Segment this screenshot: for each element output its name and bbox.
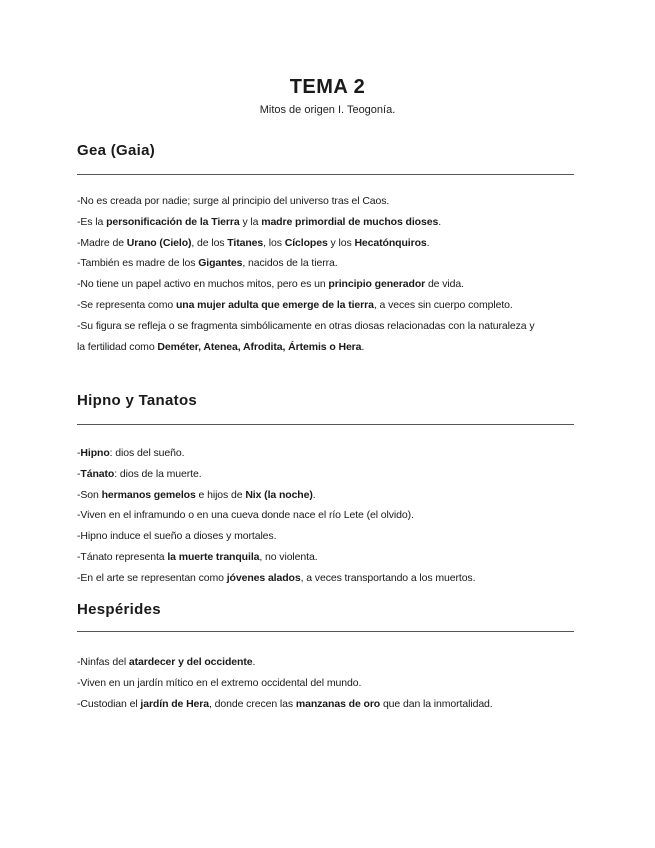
text-run: -Es la	[77, 215, 107, 228]
text-line	[77, 212, 577, 233]
text-line	[77, 505, 577, 526]
bold-text-run: jardín de Hera	[140, 697, 210, 710]
text-run: -En el arte se representan como	[77, 571, 227, 584]
text-run: , a veces transportando a los muertos.	[300, 571, 476, 584]
bold-text-run: atardecer y del occidente	[128, 656, 253, 668]
text-run: .	[361, 340, 365, 353]
text-run: : dios del sueño.	[109, 447, 185, 459]
section-heading-gea: Gea (Gaia)	[77, 142, 156, 159]
text-line	[77, 464, 577, 485]
text-run: -También es madre de los	[77, 257, 199, 270]
text-run: -Madre de	[77, 236, 127, 249]
bold-text-run: principio generador	[328, 278, 426, 291]
bold-text-run: madre primordial de muchos dioses	[261, 215, 439, 228]
text-run: -	[77, 467, 81, 480]
bold-text-run: Gigantes	[198, 257, 243, 270]
text-run: -No es creada por nadie; surge al principio del universo tras el Caos.	[77, 195, 390, 207]
text-line	[77, 568, 577, 589]
section-divider	[77, 424, 574, 425]
text-line	[77, 443, 577, 464]
section-divider	[77, 631, 574, 632]
text-line	[77, 547, 577, 568]
text-line	[77, 694, 577, 715]
text-line	[77, 253, 577, 274]
text-run: -Viven en el inframundo o en una cueva donde nace el río Lete (el olvido).	[77, 509, 414, 522]
text-run: -Son	[77, 488, 102, 501]
text-run: , de los	[191, 236, 228, 249]
bold-text-run: Hipno	[80, 447, 110, 459]
bold-text-run: Nix (la noche)	[245, 488, 313, 501]
text-run: -Su figura se refleja o se fragmenta simbólicamente en otras diosas relacionadas con la naturaleza y	[77, 319, 535, 332]
text-run: -Custodian el	[77, 697, 141, 710]
text-run: -	[77, 447, 81, 459]
text-run: y los	[327, 236, 355, 249]
text-line	[77, 652, 577, 673]
bold-text-run: Tánato	[80, 467, 115, 480]
bold-text-run: jóvenes alados	[226, 571, 301, 584]
text-line	[77, 485, 577, 506]
text-run: la fertilidad como	[77, 340, 158, 353]
text-run: -Se representa como	[77, 298, 176, 311]
text-line	[77, 191, 577, 212]
text-line	[77, 316, 577, 337]
text-run: de vida.	[425, 278, 464, 291]
bold-text-run: manzanas de oro	[295, 697, 381, 710]
section-heading-hipno-tanatos: Hipno y Tanatos	[77, 392, 198, 409]
bold-text-run: la muerte tranquila	[167, 550, 260, 563]
text-run: y la	[239, 215, 262, 228]
section-body-hesperides	[77, 652, 577, 714]
section-heading-hesperides: Hespérides	[77, 601, 161, 618]
text-run: , nacidos de la tierra.	[242, 257, 338, 270]
text-line	[77, 295, 577, 316]
text-run: , no violenta.	[259, 550, 318, 563]
section-divider	[77, 174, 574, 175]
bold-text-run: Cíclopes	[284, 236, 328, 249]
text-line	[77, 337, 577, 358]
text-run: .	[312, 488, 316, 501]
text-run: -Ninfas del	[77, 656, 129, 668]
bold-text-run: personificación de la Tierra	[106, 215, 240, 228]
text-run: .	[438, 215, 442, 228]
bold-text-run: Deméter, Atenea, Afrodita, Ártemis o Hera	[157, 340, 362, 353]
text-run: .	[426, 236, 430, 249]
bold-text-run: hermanos gemelos	[101, 488, 196, 501]
text-run: , donde crecen las	[209, 697, 296, 710]
bold-text-run: una mujer adulta que emerge de la tierra	[175, 298, 374, 311]
text-run: : dios de la muerte.	[114, 467, 202, 480]
page-subtitle: Mitos de origen I. Teogonía.	[259, 104, 396, 116]
text-run: que dan la inmortalidad.	[380, 697, 493, 710]
text-run: -Tánato representa	[77, 550, 168, 563]
bold-text-run: Hecatónquiros	[354, 236, 427, 249]
text-line	[77, 274, 577, 295]
text-run: , los	[263, 236, 285, 249]
section-body-gea	[77, 191, 577, 357]
text-run: , a veces sin cuerpo completo.	[373, 298, 513, 311]
text-run: -Viven en un jardín mítico en el extremo occidental del mundo.	[77, 676, 362, 689]
text-line	[77, 673, 577, 694]
text-line	[77, 233, 577, 254]
text-run: e hijos de	[195, 488, 246, 501]
text-run: -No tiene un papel activo en muchos mitos, pero es un	[77, 278, 329, 291]
bold-text-run: Urano (Cielo)	[126, 236, 192, 249]
text-line	[77, 526, 577, 547]
bold-text-run: Titanes	[227, 236, 264, 249]
text-run: .	[252, 656, 256, 668]
section-body-hipno-tanatos	[77, 443, 577, 589]
page-title: TEMA 2	[289, 76, 366, 98]
text-run: -Hipno induce el sueño a dioses y mortales.	[77, 530, 277, 543]
